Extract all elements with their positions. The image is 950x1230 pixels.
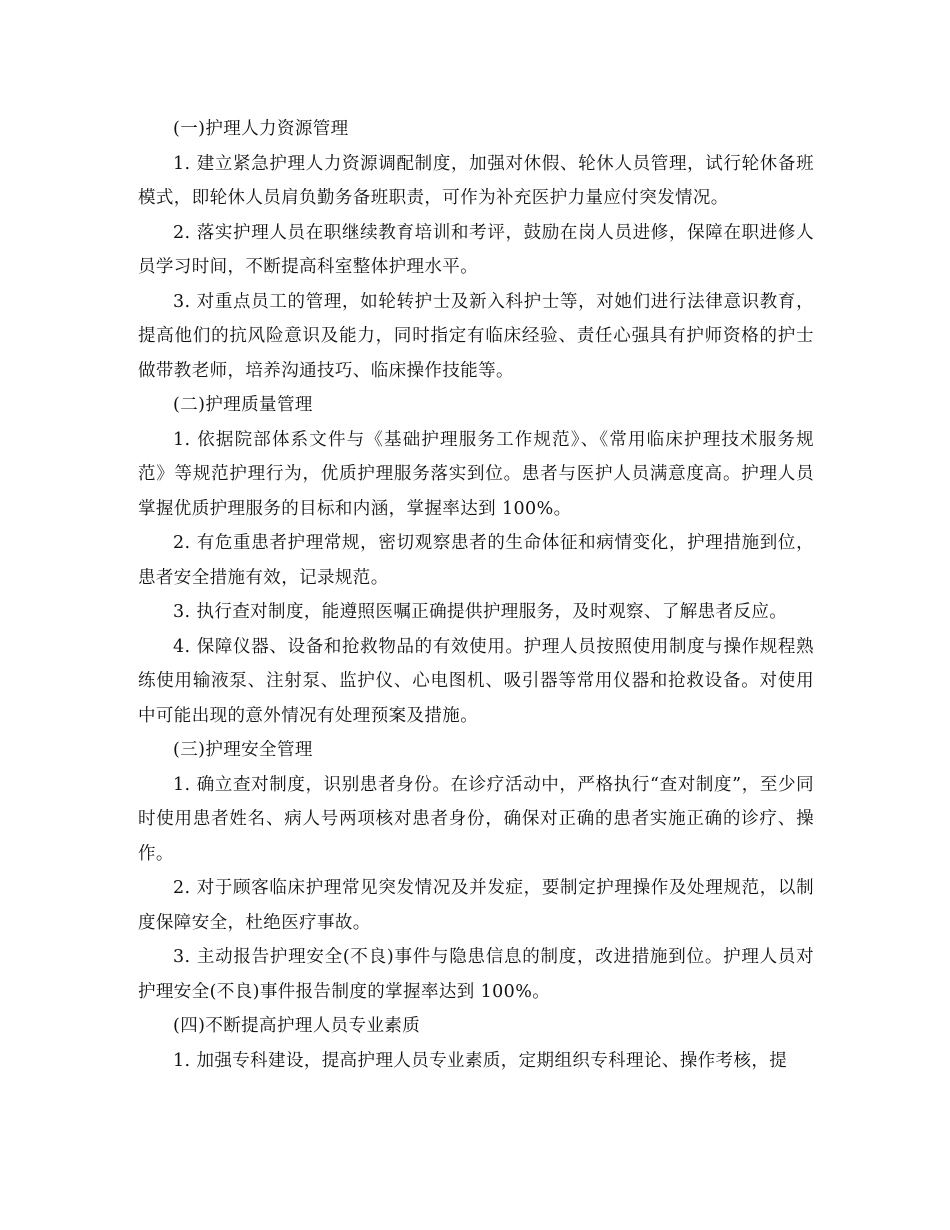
section-human-resources [138, 112, 814, 388]
paragraph: 1. 依据院部体系文件与《基础护理服务工作规范》、《常用临床护理技术服务规范》等规范护理行为，优质护理服务落实到位。患者与医护人员满意度高。护理人员掌握优质护理服务的目标和内涵，掌握率达到 100%。 [138, 429, 814, 519]
section-heading: (四)不断提高护理人员专业素质 [173, 1016, 421, 1036]
paragraph: 1. 建立紧急护理人力资源调配制度，加强对休假、轮休人员管理，试行轮休备班模式，即轮休人员肩负勤务备班职责，可作为补充医护力量应付突发情况。 [138, 153, 814, 208]
paragraph: 2. 有危重患者护理常规，密切观察患者的生命体征和病情变化，护理措施到位，患者安全措施有效，记录规范。 [138, 533, 814, 588]
document-body [138, 112, 814, 1078]
paragraph: 4. 保障仪器、设备和抢救物品的有效使用。护理人员按照使用制度与操作规程熟练使用输液泵、注射泵、监护仪、心电图机、吸引器等常用仪器和抢救设备。对使用中可能出现的意外情况有处理预案及措施。 [138, 636, 814, 726]
paragraph: 1. 确立查对制度，识别患者身份。在诊疗活动中，严格执行“查对制度”，至少同时使用患者姓名、病人号两项核对患者身份，确保对正确的患者实施正确的诊疗、操作。 [138, 774, 814, 864]
paragraph: 3. 主动报告护理安全(不良)事件与隐患信息的制度，改进措施到位。护理人员对护理安全(不良)事件报告制度的掌握率达到 100%。 [138, 947, 814, 1002]
section-quality [138, 388, 814, 733]
section-professional-quality [138, 1009, 814, 1078]
section-heading: (二)护理质量管理 [173, 395, 313, 415]
paragraph: 2. 落实护理人员在职继续教育培训和考评，鼓励在岗人员进修，保障在职进修人员学习时间，不断提高科室整体护理水平。 [138, 222, 814, 277]
section-safety [138, 733, 814, 1009]
section-heading: (三)护理安全管理 [173, 740, 313, 760]
section-heading: (一)护理人力资源管理 [173, 119, 349, 139]
paragraph: 3. 执行查对制度，能遵照医嘱正确提供护理服务，及时观察、了解患者反应。 [173, 602, 788, 622]
paragraph: 2. 对于顾客临床护理常见突发情况及并发症，要制定护理操作及处理规范，以制度保障安全，杜绝医疗事故。 [138, 878, 814, 933]
paragraph: 3. 对重点员工的管理，如轮转护士及新入科护士等，对她们进行法律意识教育，提高他们的抗风险意识及能力，同时指定有临床经验、责任心强具有护师资格的护士做带教老师，培养沟通技巧、临床操作技能等。 [138, 291, 814, 381]
paragraph: 1. 加强专科建设，提高护理人员专业素质，定期组织专科理论、操作考核，提 [173, 1050, 788, 1071]
